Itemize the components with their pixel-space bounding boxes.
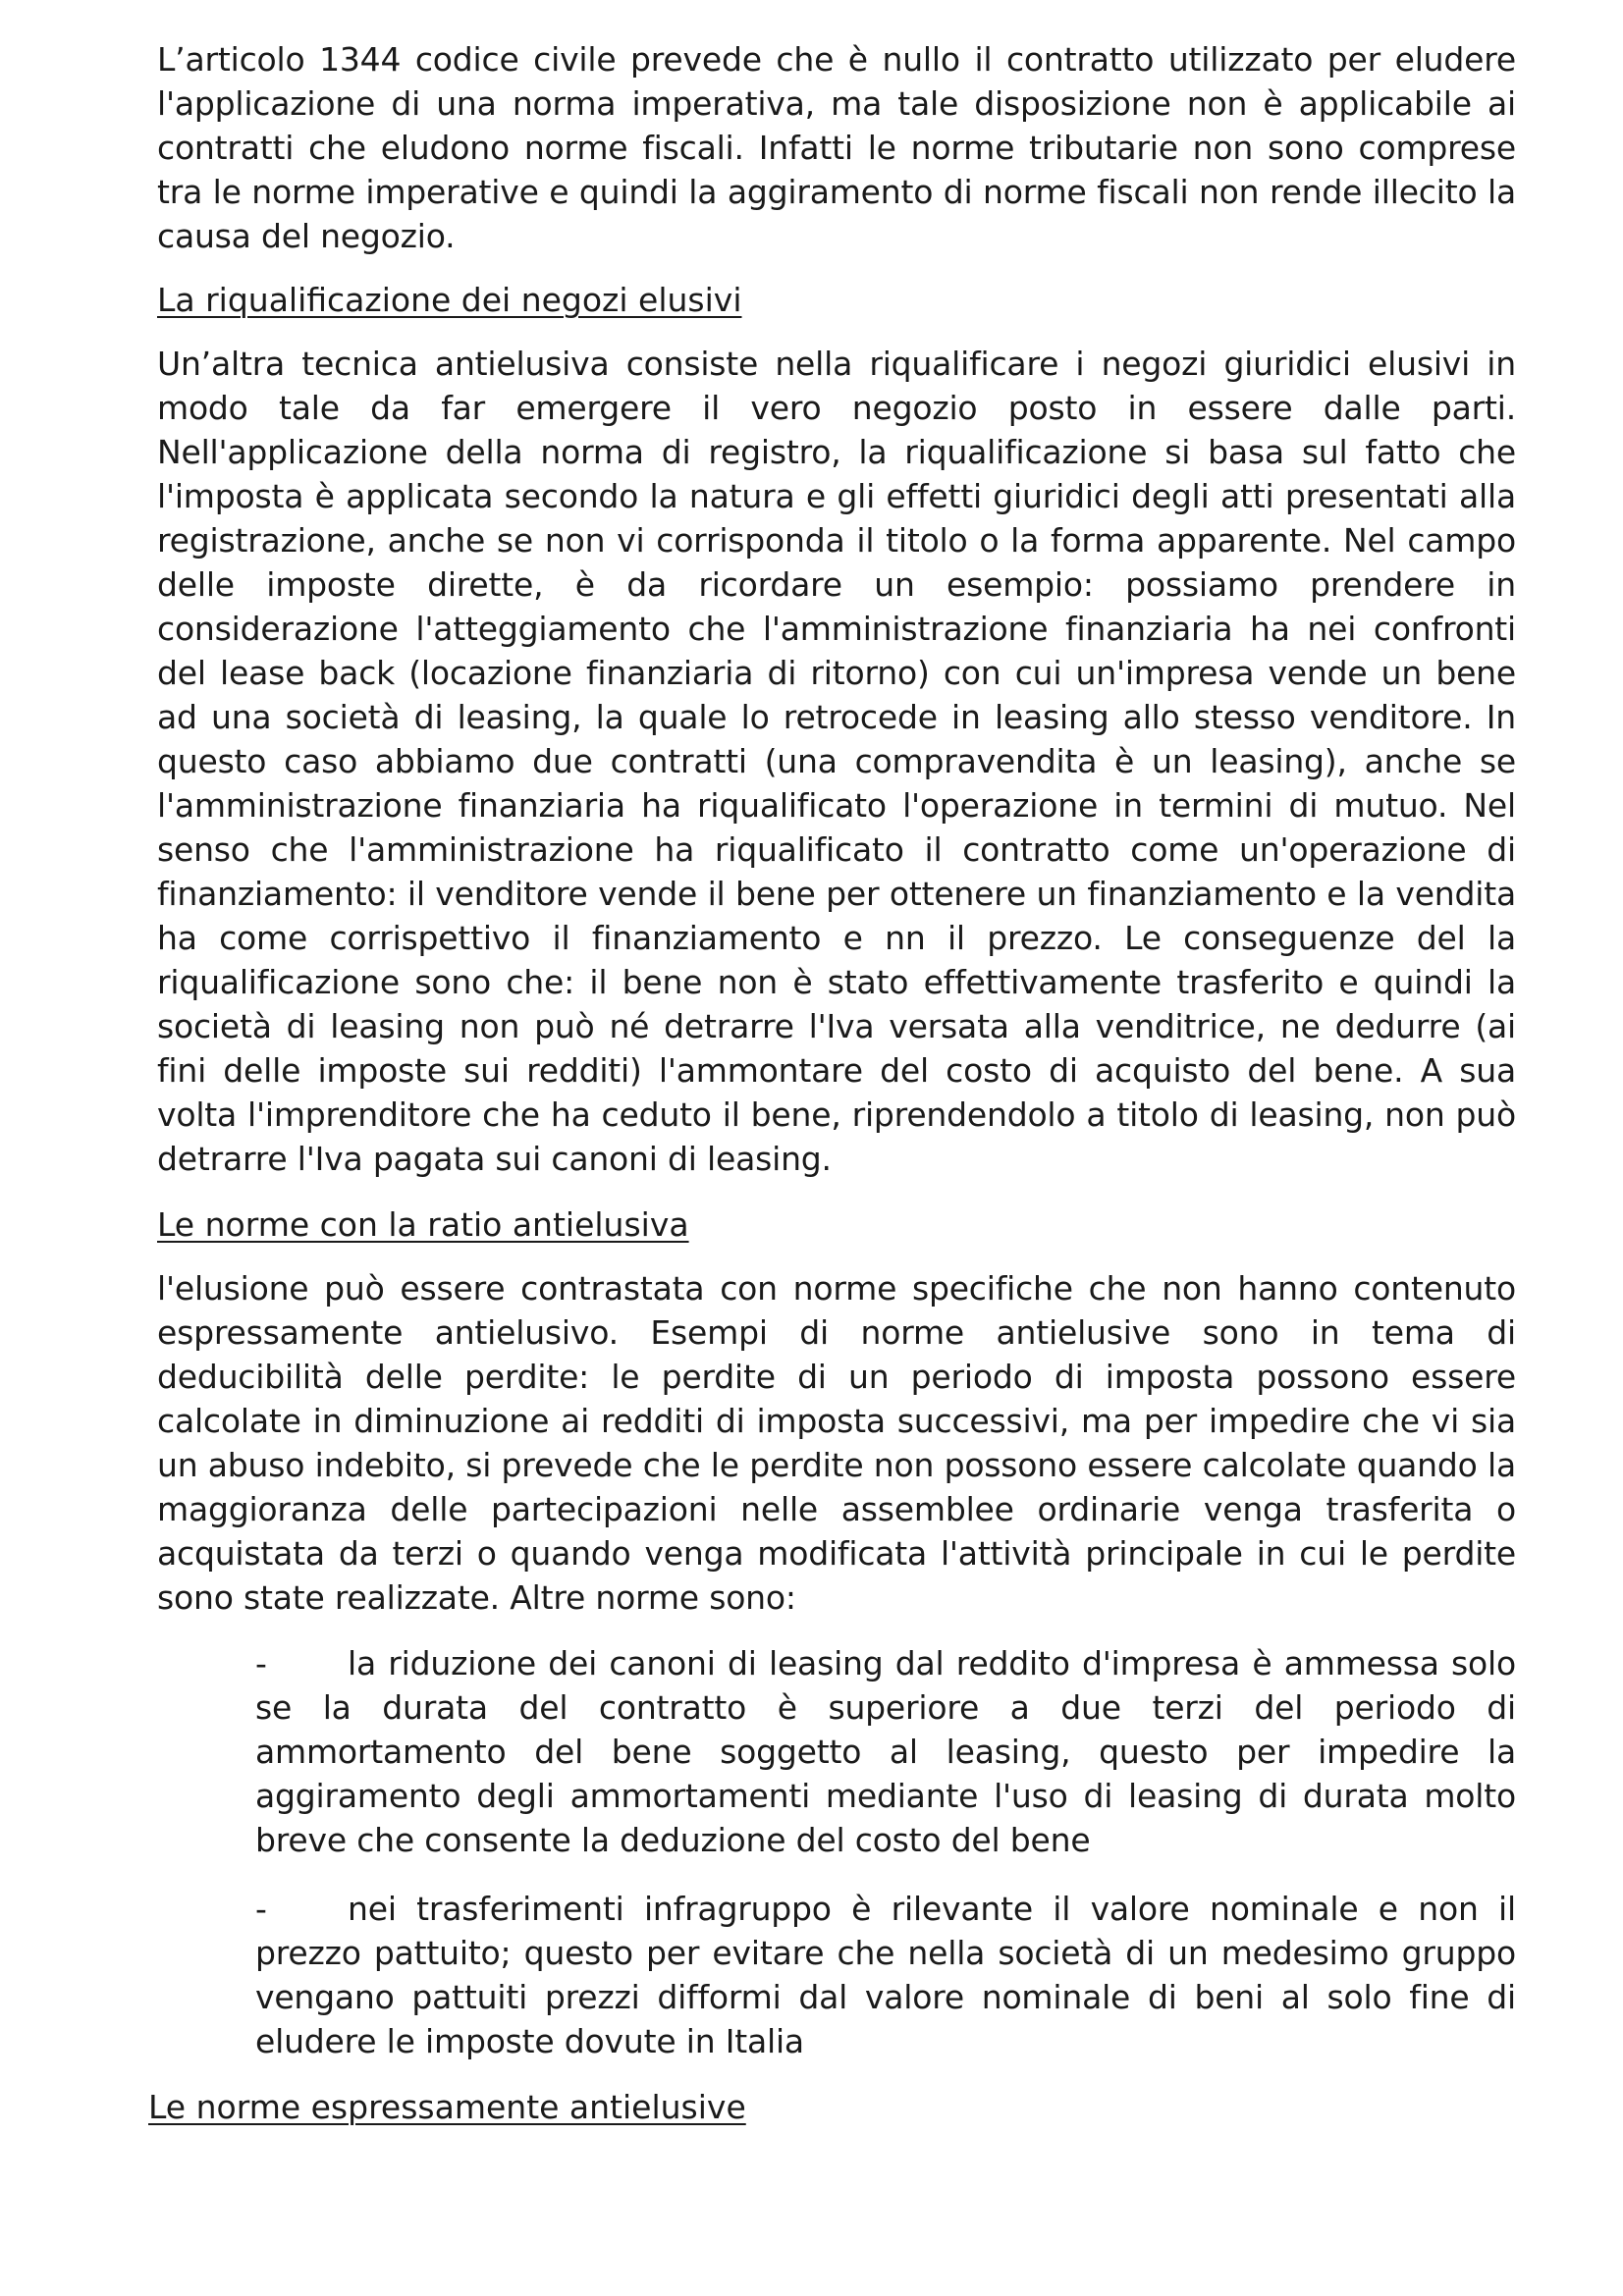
list-item [157, 1641, 1516, 1862]
list-bullet: - [255, 1890, 267, 1928]
riqualificazione-paragraph: Un’altra tecnica antielusiva consiste nella riqualificare i negozi giuridici elusivi in modo tale da far emergere il vero negozio posto in essere dalle parti. Nell'applicazione della norma di registro, la riqualificazione si basa sul fatto che l'imposta è applicata secondo la natura e gli effetti giuridici degli atti presentati alla registrazione, anche se non vi corrisponda il titolo o la forma apparente. Nel campo delle imposte dirette, è da ricordare un esempio: possiamo prendere in considerazione l'atteggiamento che l'amministrazione finanziaria ha nei confronti del lease back (locazione finanziaria di ritorno) con cui un'impresa vende un bene ad una società di leasing, la quale lo retrocede in leasing allo stesso venditore. In questo caso abbiamo due contratti (una compravendita è un leasing), anche se l'amministrazione finanziaria ha riqualificato l'operazione in termini di mutuo. Nel senso che l'amministrazione ha riqualificato il contratto come un'operazione di finanziamento: il venditore vende il bene per ottenere un finanziamento e la vendita ha come corrispettivo il finanziamento e nn il prezzo. Le conseguenze del la riqualificazione sono che: il bene non è stato effettivamente trasferito e quindi la società di leasing non può né detrarre l'Iva versata alla venditrice, ne dedurre (ai fini delle imposte sui redditi) l'ammontare del costo di acquisto del bene. A sua volta l'imprenditore che ha ceduto il bene, riprendendolo a titolo di leasing, non può detrarre l'Iva pagata sui canoni di leasing. [157, 345, 1516, 1178]
document-page [148, 37, 1516, 2149]
list-item [157, 1887, 1516, 2063]
list-bullet: - [255, 1644, 267, 1682]
ratio-paragraph: l'elusione può essere contrastata con norme specifiche che non hanno contenuto espressamente antielusivo. Esempi di norme antielusive sono in tema di deducibilità delle perdite: le perdite di un periodo di imposta possono essere calcolate in diminuzione ai redditi di imposta successivi, ma per impedire che vi sia un abuso indebito, si prevede che le perdite non possono essere calcolate quando la maggioranza delle partecipazioni nelle assemblee ordinarie venga trasferita o acquistata da terzi o quando venga modificata l'attività principale in cui le perdite sono state realizzate. Altre norme sono: [157, 1269, 1516, 1617]
list-item-text: nei trasferimenti infragruppo è rilevante il valore nominale e non il prezzo pattuito; questo per evitare che nella società di un medesimo gruppo vengano pattuiti prezzi difformi dal valore nominale di beni al solo fine di eludere le imposte dovute in Italia [255, 1890, 1516, 2060]
intro-paragraph: L’articolo 1344 codice civile prevede che è nullo il contratto utilizzato per eludere l'applicazione di una norma imperativa, ma tale disposizione non è applicabile ai contratti che eludono norme fiscali. Infatti le norme tributarie non sono comprese tra le norme imperative e quindi la aggiramento di norme fiscali non rende illecito la causa del negozio. [157, 40, 1516, 255]
heading-ratio-antielusiva: Le norme con la ratio antielusiva [157, 1205, 689, 1244]
heading-espressamente-antielusive: Le norme espressamente antielusive [148, 2088, 746, 2126]
heading-riqualificazione: La riqualificazione dei negozi elusivi [157, 281, 742, 319]
norme-list [157, 1641, 1516, 2063]
list-item-text: la riduzione dei canoni di leasing dal reddito d'impresa è ammessa solo se la durata del contratto è superiore a due terzi del periodo di ammortamento del bene soggetto al leasing, questo per impedire la aggiramento degli ammortamenti mediante l'uso di leasing di durata molto breve che consente la deduzione del costo del bene [255, 1644, 1516, 1859]
